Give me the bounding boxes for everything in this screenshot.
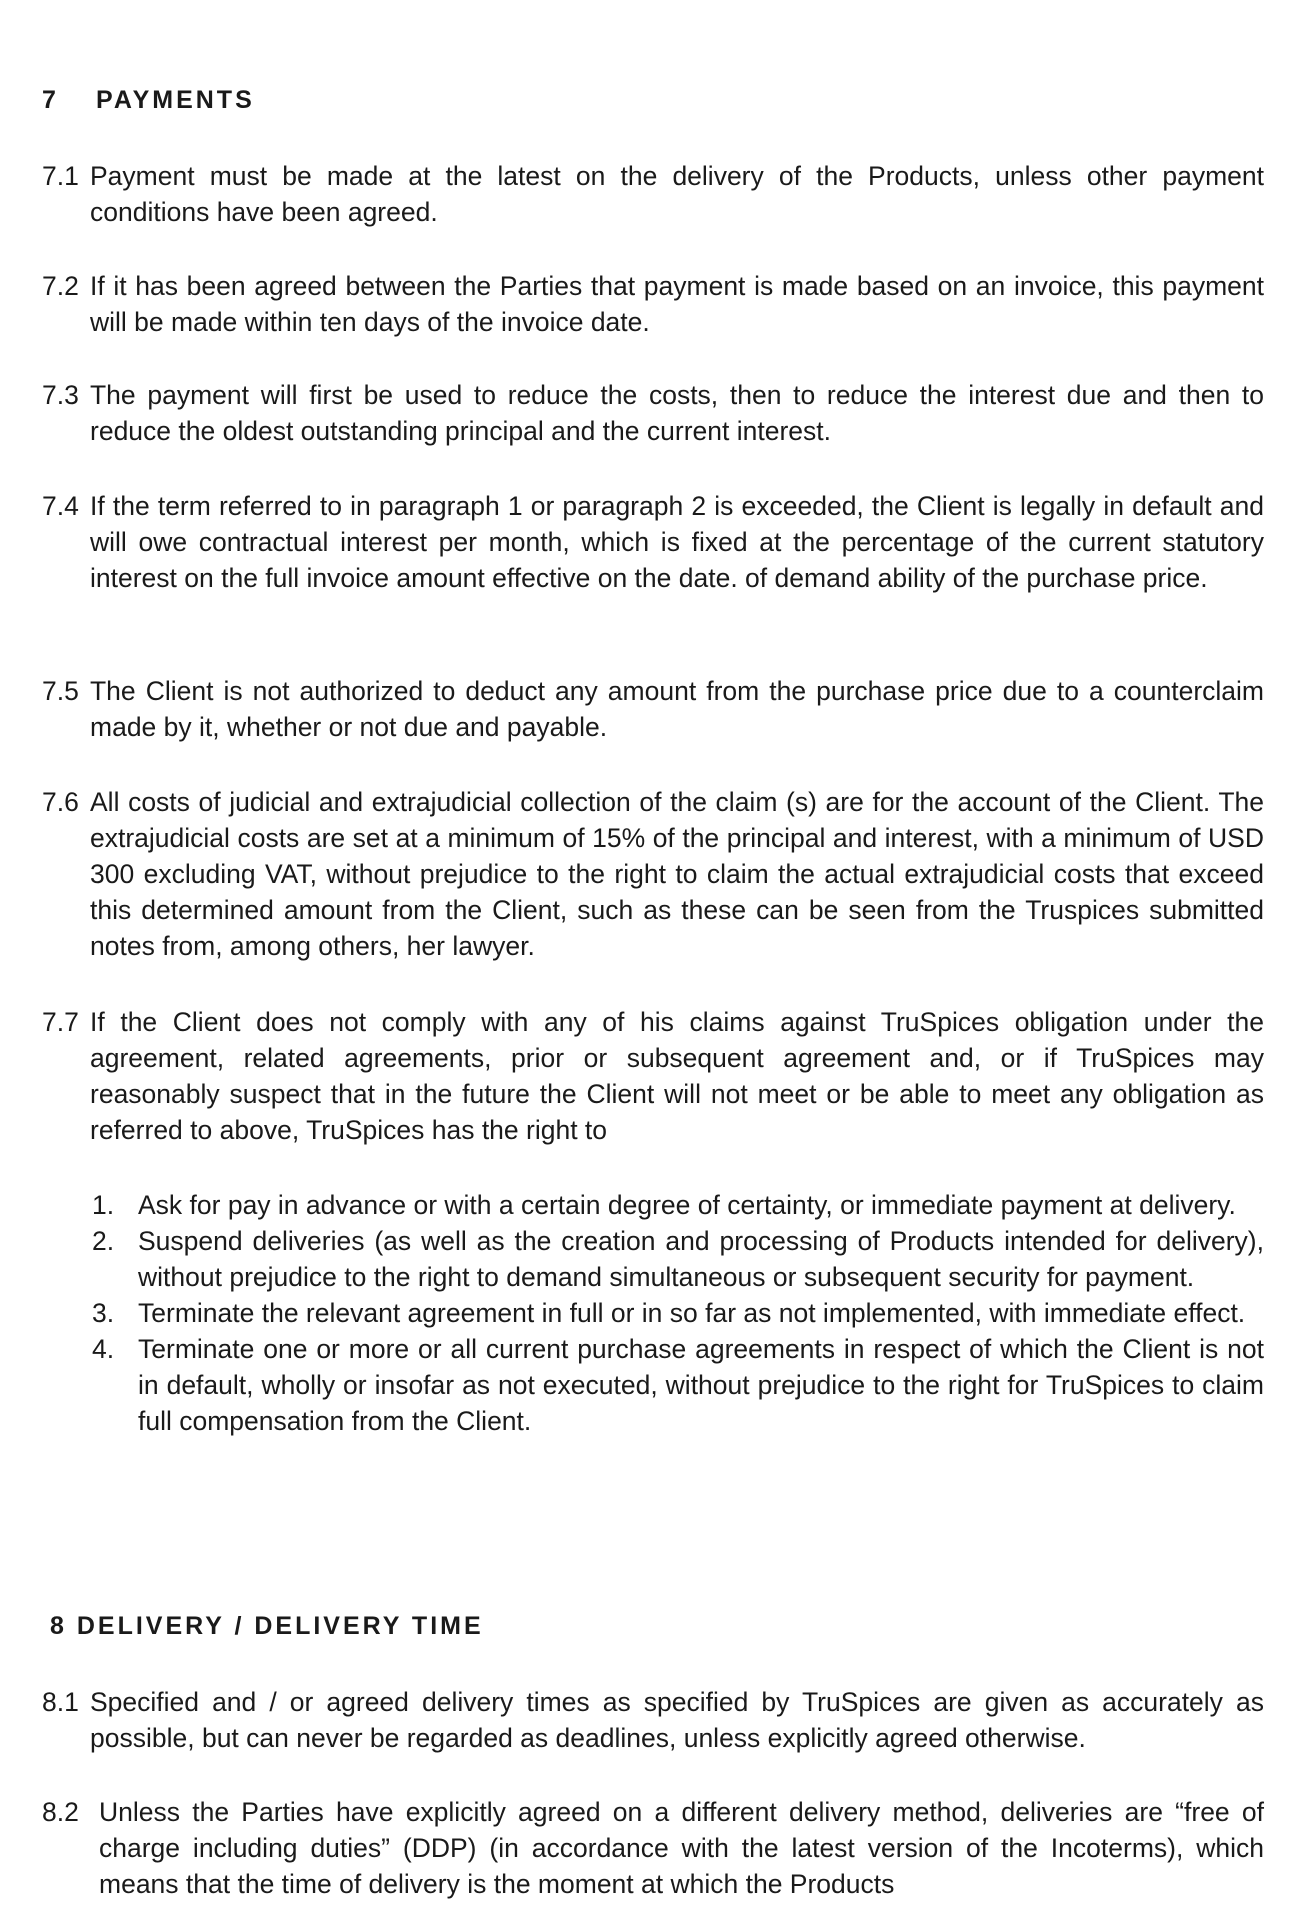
clause-number: 7.3: [42, 380, 79, 410]
list-item: [92, 1331, 1264, 1439]
list-item: [92, 1187, 1264, 1223]
list-item-number: 1.: [92, 1190, 115, 1220]
list-item-text: Suspend deliveries (as well as the creation and processing of Products intended for delivery), without prejudice to the right to demand simultaneous or subsequent security for payment.: [138, 1226, 1264, 1292]
clause-number: 7.6: [42, 787, 79, 817]
list-item-text: Ask for pay in advance or with a certain degree of certainty, or immediate payment at delivery.: [138, 1190, 1236, 1220]
section-7-number: 7: [42, 86, 59, 114]
clause-number: 8.2: [42, 1797, 79, 1827]
clause-7-3: [42, 377, 1264, 449]
clause-8-1: [42, 1684, 1264, 1756]
list-item-number: 3.: [92, 1298, 115, 1328]
clause-text: If it has been agreed between the Parties that payment is made based on an invoice, this payment will be made within ten days of the invoice date.: [90, 271, 1264, 337]
clause-7-2: [42, 268, 1264, 340]
clause-text: The Client is not authorized to deduct any amount from the purchase price due to a counterclaim made by it, whether or not due and payable.: [90, 676, 1264, 742]
clause-7-7-list: [92, 1187, 1264, 1439]
clause-text: Unless the Parties have explicitly agreed on a different delivery method, deliveries are “free of charge including duties” (DDP) (in accordance with the latest version of the Incoterms), which means that the time of delivery is the moment at which the Products: [99, 1797, 1264, 1899]
clause-7-6: [42, 784, 1264, 964]
list-item-text: Terminate the relevant agreement in full or in so far as not implemented, with immediate effect.: [138, 1298, 1246, 1328]
clause-7-5: [42, 673, 1264, 745]
section-8-heading: [50, 1612, 484, 1641]
list-item-number: 2.: [92, 1226, 115, 1256]
clause-number: 7.1: [42, 161, 79, 191]
clause-number: 8.1: [42, 1687, 79, 1717]
clause-7-1: [42, 158, 1264, 230]
list-item: [92, 1295, 1264, 1331]
clause-text: Specified and / or agreed delivery times as specified by TruSpices are given as accurately as possible, but can never be regarded as deadlines, unless explicitly agreed otherwise.: [90, 1687, 1264, 1753]
clause-8-2: [42, 1794, 1264, 1902]
clause-7-4: [42, 488, 1264, 596]
clause-text: If the Client does not comply with any of his claims against TruSpices obligation under the agreement, related agreements, prior or subsequent agreement and, or if TruSpices may reasonably suspect that in the future the Client will not meet or be able to meet any obligation as referred to above, TruSpices has the right to: [90, 1007, 1264, 1145]
section-7-title: PAYMENTS: [96, 86, 255, 114]
clause-number: 7.7: [42, 1007, 79, 1037]
clause-number: 7.4: [42, 491, 79, 521]
section-7-heading: [42, 86, 255, 115]
clause-number: 7.5: [42, 676, 79, 706]
clause-7-7: [42, 1004, 1264, 1148]
list-item-number: 4.: [92, 1334, 115, 1364]
section-8-number: 8: [50, 1612, 67, 1640]
clause-text: All costs of judicial and extrajudicial collection of the claim (s) are for the account of the Client. The extrajudicial costs are set at a minimum of 15% of the principal and interest, with a minimum of USD 300 excluding VAT, without prejudice to the right to claim the actual extrajudicial costs that exceed this determined amount from the Client, such as these can be seen from the Truspices submitted notes from, among others, her lawyer.: [90, 787, 1264, 961]
section-8-title: DELIVERY / DELIVERY TIME: [76, 1612, 484, 1640]
clause-text: The payment will first be used to reduce the costs, then to reduce the interest due and then to reduce the oldest outstanding principal and the current interest.: [90, 380, 1264, 446]
clause-text: If the term referred to in paragraph 1 or paragraph 2 is exceeded, the Client is legally in default and will owe contractual interest per month, which is fixed at the percentage of the current statutory interest on the full invoice amount effective on the date. of demand ability of the purchase price.: [90, 491, 1264, 593]
list-item: [92, 1223, 1264, 1295]
clause-text: Payment must be made at the latest on the delivery of the Products, unless other payment conditions have been agreed.: [90, 161, 1264, 227]
clause-number: 7.2: [42, 271, 79, 301]
list-item-text: Terminate one or more or all current purchase agreements in respect of which the Client is not in default, wholly or insofar as not executed, without prejudice to the right for TruSpices to claim full compensation from the Client.: [138, 1334, 1264, 1436]
